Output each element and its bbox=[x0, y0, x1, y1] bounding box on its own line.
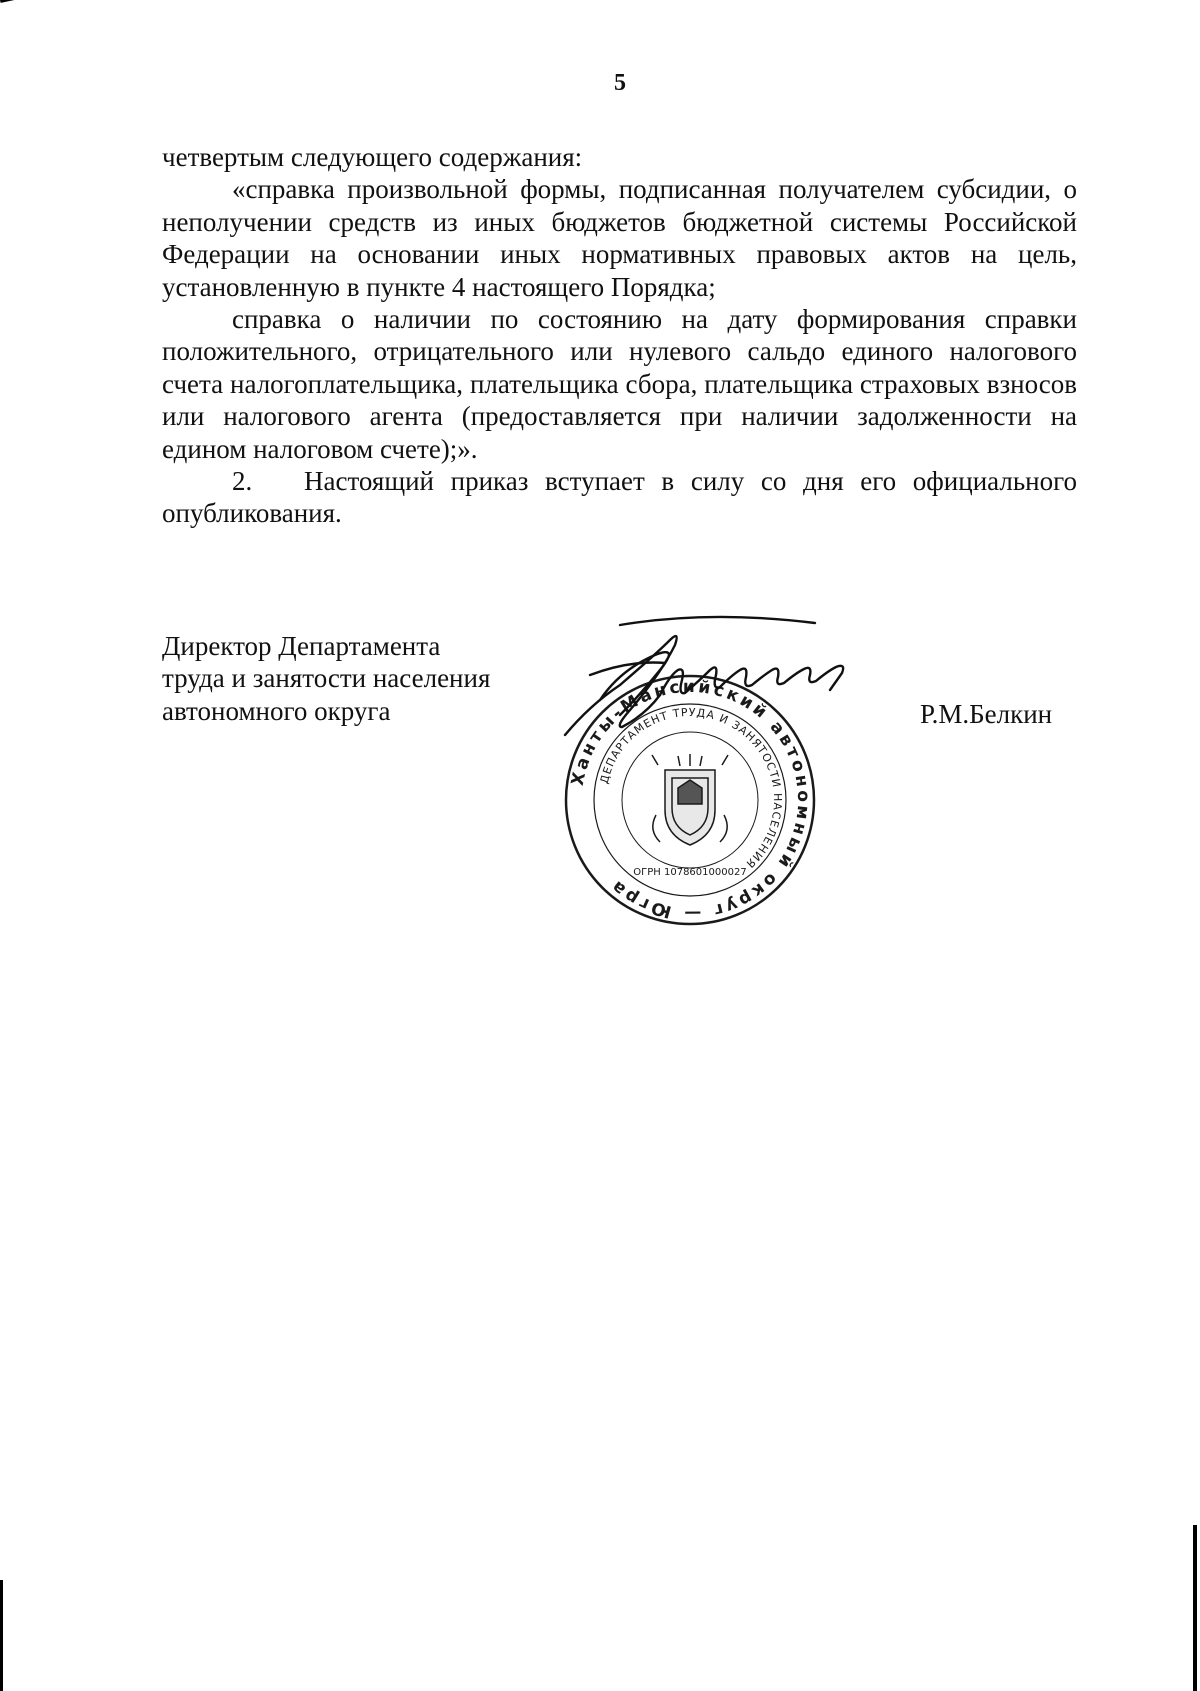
coat-of-arms-icon bbox=[652, 754, 728, 845]
scan-artifact-left-edge bbox=[0, 1580, 3, 1691]
paragraph-continuation: четвертым следующего содержания: bbox=[162, 142, 583, 172]
page-number: 5 bbox=[614, 70, 626, 96]
handwritten-signature bbox=[560, 615, 900, 765]
document-body bbox=[162, 141, 1077, 530]
signatory-title-line: труда и занятости населения bbox=[162, 663, 491, 694]
paragraph-item-2 bbox=[162, 465, 1077, 530]
signatory-title-line: автономного округа bbox=[162, 695, 391, 726]
item-text: Настоящий приказ вступает в силу со дня его официального опубликования. bbox=[162, 466, 1077, 529]
signatory-name: Р.М.Белкин bbox=[920, 699, 1053, 729]
seal-ogrn-text: ОГРН 1078601000027 bbox=[633, 867, 747, 878]
seal-inner-text: ДЕПАРТАМЕНТ ТРУДА И ЗАНЯТОСТИ НАСЕЛЕНИЯ bbox=[597, 705, 785, 871]
paragraph-quote-1: «справка произвольной формы, подписанная получателем субсидии, о неполучении средств из иных бюджетов бюджетной системы Российской Федерации на основании иных нормативных правовых актов на цель, установленную в пункте 4 настоящего Порядка; bbox=[162, 174, 1077, 302]
paragraph-quote-2: справка о наличии по состоянию на дату формирования справки положительного, отрицательного или нулевого сальдо единого налогового счета налогоплательщика, плательщика сбора, плательщика страховых взносов или налогового агента (предоставляется при наличии задолженности на едином налоговом счете);». bbox=[162, 304, 1077, 464]
scan-artifact-right-edge bbox=[1193, 1525, 1197, 1691]
item-number: 2. bbox=[232, 466, 253, 497]
seal-outer-text: Ханты-Мансийский автономный округ — Югра bbox=[567, 676, 814, 924]
signatory-title bbox=[162, 630, 490, 727]
scan-artifact-top-left bbox=[0, 0, 24, 3]
signatory-title-line: Директор Департамента bbox=[162, 631, 441, 661]
